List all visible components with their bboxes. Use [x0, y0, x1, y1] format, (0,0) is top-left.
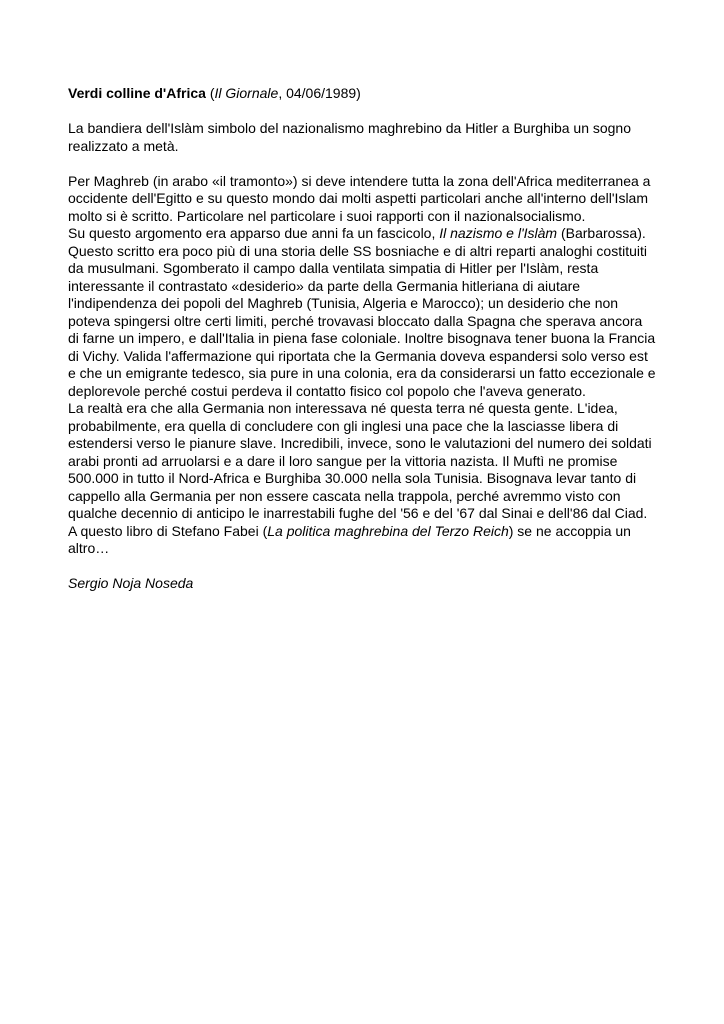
- article-subtitle: La bandiera dell'Islàm simbolo del nazionalismo maghrebino da Hitler a Burghiba un sogno realizzato a metà.: [68, 120, 632, 154]
- spacer: [68, 103, 656, 121]
- spacer: [68, 558, 656, 576]
- spacer: [68, 155, 656, 173]
- paragraph-4: [68, 523, 656, 558]
- article-title: Verdi colline d'Africa: [68, 85, 206, 101]
- paragraph-2: [68, 225, 656, 400]
- paragraph-2-intro: Su questo argomento era apparso due anni fa un fascicolo,: [68, 225, 440, 241]
- paragraph-3: La realtà era che alla Germania non interessava né questa terra né questa gente. L'idea, probabilmente, era quella di concludere con gli inglesi una pace che la lasciasse libera di estendersi verso le pianure slave. Incredibili, invece, sono le valutazioni del numero dei soldati arabi pronti ad arruolarsi e a dare il loro sangue per la vittoria nazista. Il Muftì ne promise 500.000 in tutto il Nord-Africa e Burghiba 30.000 nella sola Tunisia. Bisognava levar tanto di cappello alla Germania per non essere cascata nella trappola, perché avremmo visto con qualche decennio di anticipo le inarrestabili fughe del '56 e del '67 dal Sinai e dell'86 dal Ciad.: [68, 400, 652, 521]
- article-heading: [68, 85, 656, 103]
- author-signature: [68, 575, 656, 593]
- source-name: Il Giornale: [214, 85, 279, 101]
- book-title-1: Il nazismo e l'Islàm: [439, 225, 558, 241]
- source-date: , 04/06/1989): [278, 85, 361, 101]
- author-name: Sergio Noja Noseda: [68, 575, 194, 591]
- source-open: (: [205, 85, 215, 101]
- paragraph-4-intro: A questo libro di Stefano Fabei (: [68, 522, 268, 539]
- paragraph-2-rest: (Barbarossa). Questo scritto era poco più di una storia delle SS bosniache e di altri reparti analoghi costituiti da musulmani. Sgomberato il campo dalla ventilata simpatia di Hitler per l'Islàm, resta interessante il contrastato «desiderio» da parte della Germania hitleriana di aiutare l'indipendenza dei popoli del Maghreb (Tunisia, Algeria e Marocco); un desiderio che non poteva spingersi oltre certi limiti, perché trovavasi bloccato dalla Spagna che sperava ancora di farne un impero, e dall'Italia in piena fase coloniale. Inoltre bisognava tener buona la Francia di Vichy. Valida l'affermazione qui riportata che la Germania doveva espandersi solo verso est e che un emigrante tedesco, sia pure in una colonia, era da considerarsi un fatto eccezionale e deplorevole perché costui perdeva il contatto fisico col popolo che l'aveva generato.: [68, 225, 656, 399]
- book-title-2: La politica maghrebina del Terzo Reich: [267, 522, 509, 539]
- paragraph-1: Per Maghreb (in arabo «il tramonto») si deve intendere tutta la zona dell'Africa mediterranea a occidente dell'Egitto e su questo mondo dai molti aspetti particolari anche all'interno dell'Islam molto si è scritto. Particolare nel particolare i suoi rapporti con il nazionalsocialismo.: [68, 172, 651, 224]
- article-body: [68, 85, 656, 593]
- paragraph-4-rest: ) se ne accoppia un altro…: [68, 522, 631, 556]
